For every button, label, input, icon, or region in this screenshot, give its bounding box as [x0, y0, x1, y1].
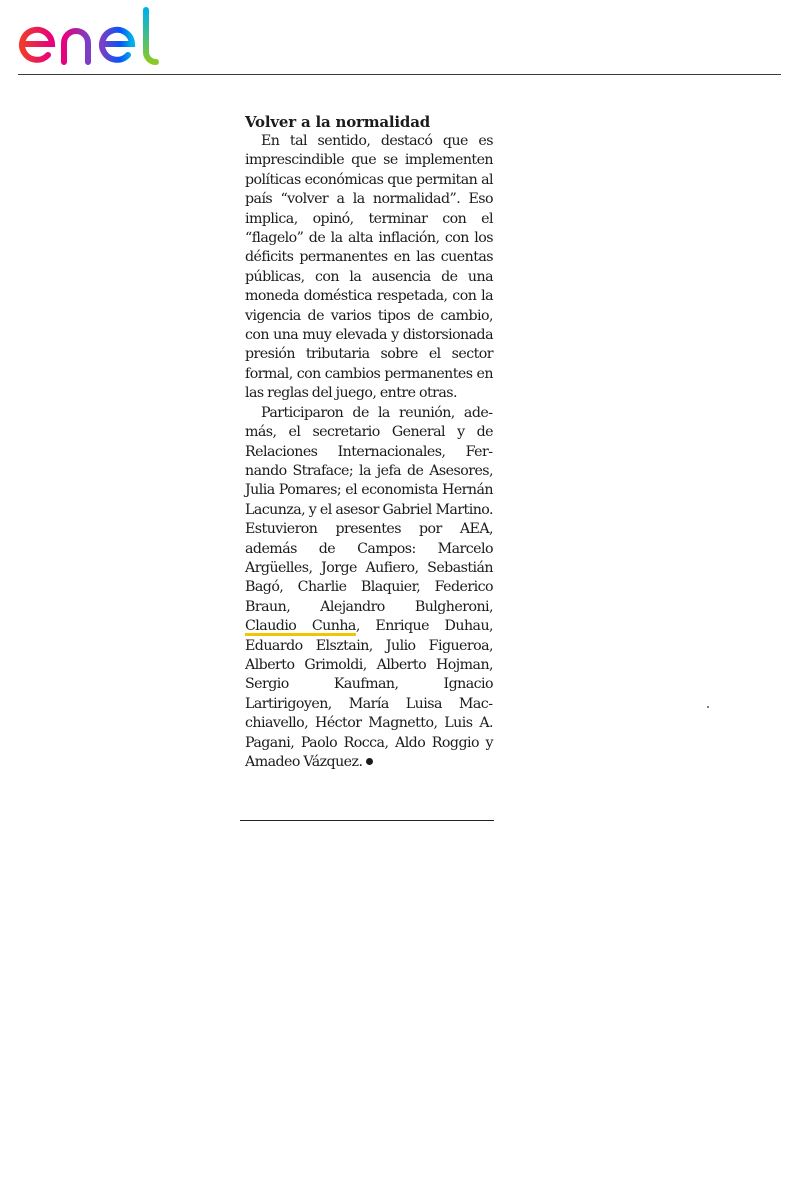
paragraph-text: En tal sentido, destacó que es imprescindible que se implementen políticas económicas que permitan al país “volver a la normalidad”. Eso implica, opinó, terminar con el “flagelo” de la alta inflación, con los déficits permanentes en las cuentas públicas, con la ausencia de una moneda doméstica respetada, con la vigencia de varios tipos de cambio, con una muy elevada y distorsionada presión tributaria sobre el sector formal, con cambios permanentes en las reglas del juego, entre otras. [245, 133, 493, 402]
article-paragraph [245, 404, 493, 773]
end-of-article-dot-icon [366, 758, 373, 765]
header-divider [18, 74, 781, 75]
paragraph-text: , Enrique Duhau, Eduardo Elsztain, Julio Figueroa, Alberto Grimoldi, Alberto Hojman, Sergio Kaufman, Ignacio Lartirigoyen, María Luisa Macchiavello, Héctor Magnetto, Luis A. Pagani, Paolo Rocca, Aldo Roggio y Amadeo Vázquez. [245, 618, 493, 770]
article-end-divider [240, 820, 494, 821]
enel-logo [18, 6, 180, 66]
article-subhead: Volver a la normalidad [245, 113, 431, 131]
highlighted-name: Claudio Cunha [245, 618, 356, 635]
news-article [245, 112, 493, 772]
paragraph-text: Participaron de la reunión, además, el secretario General y de Relaciones Internacionales, Fernando Straface; la jefa de Asesores, Julia Pomares; el economista Hernán Lacunza, y el asesor Gabriel Martino. Estuvieron presentes por AEA, además de Campos: Marcelo Argüelles, Jorge Aufiero, Sebastián Bagó, Charlie Blaquier, Federico Braun, Alejandro Bulgheroni, [245, 404, 493, 615]
scan-speck [707, 706, 709, 708]
article-paragraph [245, 132, 493, 404]
